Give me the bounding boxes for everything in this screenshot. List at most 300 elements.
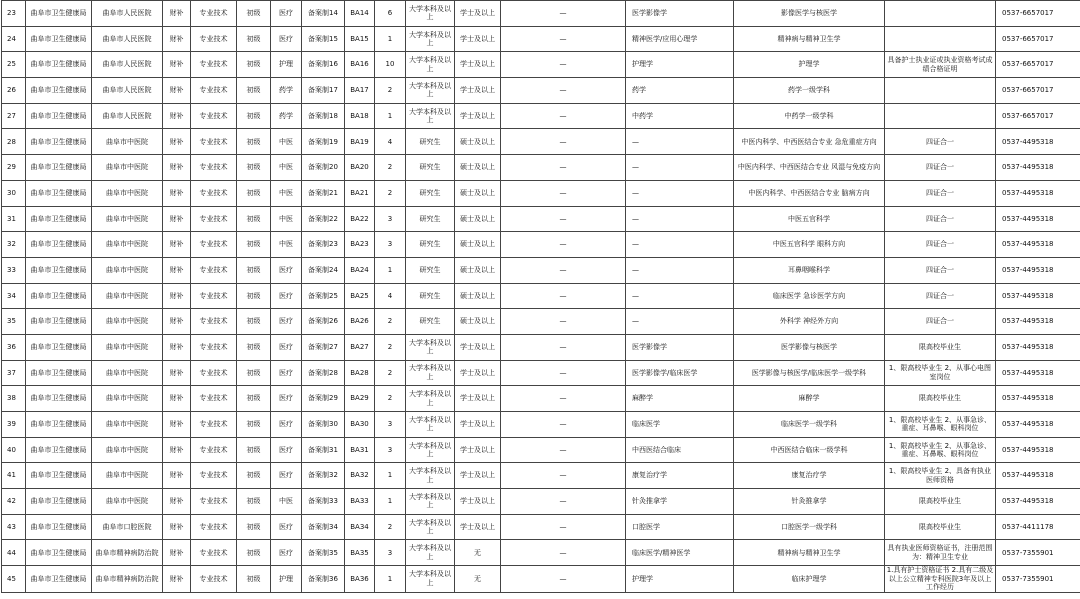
post-type-cell: 中医	[271, 206, 302, 232]
other-requirements-cell: 1、限高校毕业生 2、从事急诊、重症、耳鼻喉、眼科岗位	[885, 412, 996, 438]
funding-type-cell: 财补	[163, 283, 191, 309]
post-type-cell: 中医	[271, 155, 302, 181]
employer-unit-cell: 曲阜市人民医院	[92, 26, 163, 52]
education-cell: 大学本科及以上	[406, 1, 455, 27]
table-row	[2, 437, 1080, 463]
degree-cell: 学士及以上	[455, 514, 501, 540]
post-code-cell: BA23	[345, 232, 375, 258]
contact-phone-cell: 0537-4495318	[996, 206, 1080, 232]
table-body	[2, 1, 1080, 593]
funding-type-cell: 财补	[163, 360, 191, 386]
major-bachelor-cell: —	[626, 283, 734, 309]
row-number-cell: 45	[2, 566, 26, 593]
table-row	[2, 489, 1080, 515]
contact-phone-cell: 0537-4495318	[996, 283, 1080, 309]
degree-cell: 硕士及以上	[455, 129, 501, 155]
funding-type-cell: 财补	[163, 540, 191, 566]
post-level-cell: 初级	[237, 334, 271, 360]
major-bachelor-cell: 麻醉学	[626, 386, 734, 412]
post-code-name-cell: 备案制19	[302, 129, 345, 155]
other-requirements-cell: 限高校毕业生	[885, 489, 996, 515]
funding-type-cell: 财补	[163, 489, 191, 515]
row-number-cell: 34	[2, 283, 26, 309]
post-category-cell: 专业技术	[191, 566, 237, 593]
post-level-cell: 初级	[237, 386, 271, 412]
row-number-cell: 29	[2, 155, 26, 181]
post-type-cell: 医疗	[271, 1, 302, 27]
funding-type-cell: 财补	[163, 103, 191, 129]
post-category-cell: 专业技术	[191, 155, 237, 181]
employer-unit-cell: 曲阜市中医院	[92, 232, 163, 258]
contact-phone-cell: 0537-4495318	[996, 180, 1080, 206]
contact-phone-cell: 0537-4411178	[996, 514, 1080, 540]
row-number-cell: 26	[2, 78, 26, 104]
post-code-cell: BA28	[345, 360, 375, 386]
employer-unit-cell: 曲阜市中医院	[92, 129, 163, 155]
major-associate-cell: —	[501, 283, 626, 309]
headcount-cell: 2	[375, 334, 406, 360]
post-type-cell: 护理	[271, 566, 302, 593]
post-code-name-cell: 备案制24	[302, 257, 345, 283]
headcount-cell: 1	[375, 463, 406, 489]
funding-type-cell: 财补	[163, 1, 191, 27]
post-type-cell: 中医	[271, 180, 302, 206]
post-type-cell: 医疗	[271, 309, 302, 335]
recruitment-table	[1, 0, 1080, 593]
department-cell: 曲阜市卫生健康局	[26, 514, 92, 540]
funding-type-cell: 财补	[163, 566, 191, 593]
post-level-cell: 初级	[237, 463, 271, 489]
post-code-cell: BA14	[345, 1, 375, 27]
major-associate-cell: —	[501, 180, 626, 206]
row-number-cell: 31	[2, 206, 26, 232]
major-bachelor-cell: —	[626, 206, 734, 232]
row-number-cell: 24	[2, 26, 26, 52]
contact-phone-cell: 0537-6657017	[996, 26, 1080, 52]
department-cell: 曲阜市卫生健康局	[26, 360, 92, 386]
major-graduate-cell: 临床医学 急诊医学方向	[734, 283, 885, 309]
table-row	[2, 540, 1080, 566]
department-cell: 曲阜市卫生健康局	[26, 52, 92, 78]
post-code-cell: BA21	[345, 180, 375, 206]
employer-unit-cell: 曲阜市中医院	[92, 489, 163, 515]
post-code-cell: BA22	[345, 206, 375, 232]
degree-cell: 学士及以上	[455, 334, 501, 360]
table-row	[2, 1, 1080, 27]
post-code-name-cell: 备案制18	[302, 103, 345, 129]
employer-unit-cell: 曲阜市口腔医院	[92, 514, 163, 540]
employer-unit-cell: 曲阜市中医院	[92, 206, 163, 232]
headcount-cell: 1	[375, 26, 406, 52]
post-code-cell: BA16	[345, 52, 375, 78]
post-category-cell: 专业技术	[191, 463, 237, 489]
major-associate-cell: —	[501, 463, 626, 489]
other-requirements-cell: 四证合一	[885, 309, 996, 335]
employer-unit-cell: 曲阜市中医院	[92, 309, 163, 335]
contact-phone-cell: 0537-4495318	[996, 334, 1080, 360]
other-requirements-cell: 四证合一	[885, 180, 996, 206]
employer-unit-cell: 曲阜市中医院	[92, 283, 163, 309]
post-level-cell: 初级	[237, 129, 271, 155]
major-graduate-cell: 针灸推拿学	[734, 489, 885, 515]
major-associate-cell: —	[501, 78, 626, 104]
post-type-cell: 医疗	[271, 514, 302, 540]
headcount-cell: 2	[375, 386, 406, 412]
major-bachelor-cell: 康复治疗学	[626, 463, 734, 489]
employer-unit-cell: 曲阜市中医院	[92, 386, 163, 412]
funding-type-cell: 财补	[163, 52, 191, 78]
degree-cell: 无	[455, 566, 501, 593]
contact-phone-cell: 0537-7355901	[996, 566, 1080, 593]
headcount-cell: 1	[375, 257, 406, 283]
major-associate-cell: —	[501, 103, 626, 129]
major-graduate-cell: 精神病与精神卫生学	[734, 26, 885, 52]
employer-unit-cell: 曲阜市中医院	[92, 360, 163, 386]
post-category-cell: 专业技术	[191, 78, 237, 104]
contact-phone-cell: 0537-6657017	[996, 103, 1080, 129]
degree-cell: 学士及以上	[455, 103, 501, 129]
post-code-name-cell: 备案制26	[302, 309, 345, 335]
major-bachelor-cell: 药学	[626, 78, 734, 104]
funding-type-cell: 财补	[163, 155, 191, 181]
other-requirements-cell: 限高校毕业生	[885, 386, 996, 412]
post-code-cell: BA29	[345, 386, 375, 412]
post-code-name-cell: 备案制23	[302, 232, 345, 258]
post-code-name-cell: 备案制36	[302, 566, 345, 593]
post-code-name-cell: 备案制33	[302, 489, 345, 515]
major-associate-cell: —	[501, 437, 626, 463]
post-code-name-cell: 备案制17	[302, 78, 345, 104]
post-type-cell: 医疗	[271, 386, 302, 412]
funding-type-cell: 财补	[163, 129, 191, 155]
post-code-name-cell: 备案制22	[302, 206, 345, 232]
major-graduate-cell: 临床医学一级学科	[734, 412, 885, 438]
employer-unit-cell: 曲阜市人民医院	[92, 1, 163, 27]
other-requirements-cell: 四证合一	[885, 283, 996, 309]
major-bachelor-cell: 医学影像学/临床医学	[626, 360, 734, 386]
department-cell: 曲阜市卫生健康局	[26, 309, 92, 335]
post-code-name-cell: 备案制32	[302, 463, 345, 489]
post-code-cell: BA17	[345, 78, 375, 104]
post-code-cell: BA25	[345, 283, 375, 309]
major-bachelor-cell: 口腔医学	[626, 514, 734, 540]
degree-cell: 无	[455, 540, 501, 566]
post-category-cell: 专业技术	[191, 1, 237, 27]
major-graduate-cell: 麻醉学	[734, 386, 885, 412]
table-row	[2, 155, 1080, 181]
post-code-cell: BA35	[345, 540, 375, 566]
post-type-cell: 中医	[271, 129, 302, 155]
major-associate-cell: —	[501, 26, 626, 52]
department-cell: 曲阜市卫生健康局	[26, 566, 92, 593]
other-requirements-cell: 四证合一	[885, 232, 996, 258]
contact-phone-cell: 0537-7355901	[996, 540, 1080, 566]
degree-cell: 学士及以上	[455, 1, 501, 27]
major-associate-cell: —	[501, 566, 626, 593]
headcount-cell: 2	[375, 155, 406, 181]
headcount-cell: 2	[375, 78, 406, 104]
headcount-cell: 2	[375, 514, 406, 540]
major-graduate-cell: 精神病与精神卫生学	[734, 540, 885, 566]
post-type-cell: 医疗	[271, 26, 302, 52]
degree-cell: 学士及以上	[455, 386, 501, 412]
education-cell: 研究生	[406, 309, 455, 335]
table-row	[2, 103, 1080, 129]
table-row	[2, 129, 1080, 155]
post-category-cell: 专业技术	[191, 437, 237, 463]
post-type-cell: 药学	[271, 78, 302, 104]
headcount-cell: 3	[375, 540, 406, 566]
headcount-cell: 3	[375, 206, 406, 232]
major-graduate-cell: 中西医结合临床一级学科	[734, 437, 885, 463]
funding-type-cell: 财补	[163, 514, 191, 540]
major-associate-cell: —	[501, 206, 626, 232]
other-requirements-cell: 1、限高校毕业生 2、具备有执业医师资格	[885, 463, 996, 489]
contact-phone-cell: 0537-4495318	[996, 437, 1080, 463]
major-graduate-cell: 护理学	[734, 52, 885, 78]
major-bachelor-cell: —	[626, 257, 734, 283]
table-row	[2, 566, 1080, 593]
other-requirements-cell: 四证合一	[885, 129, 996, 155]
funding-type-cell: 财补	[163, 412, 191, 438]
post-type-cell: 医疗	[271, 540, 302, 566]
post-code-cell: BA20	[345, 155, 375, 181]
post-code-cell: BA33	[345, 489, 375, 515]
post-level-cell: 初级	[237, 412, 271, 438]
post-type-cell: 中医	[271, 232, 302, 258]
education-cell: 大学本科及以上	[406, 78, 455, 104]
major-associate-cell: —	[501, 129, 626, 155]
post-code-name-cell: 备案制29	[302, 386, 345, 412]
degree-cell: 学士及以上	[455, 412, 501, 438]
post-level-cell: 初级	[237, 78, 271, 104]
post-type-cell: 医疗	[271, 437, 302, 463]
post-code-name-cell: 备案制21	[302, 180, 345, 206]
major-associate-cell: —	[501, 514, 626, 540]
post-category-cell: 专业技术	[191, 412, 237, 438]
table-row	[2, 257, 1080, 283]
funding-type-cell: 财补	[163, 206, 191, 232]
post-type-cell: 医疗	[271, 360, 302, 386]
major-bachelor-cell: 临床医学	[626, 412, 734, 438]
employer-unit-cell: 曲阜市人民医院	[92, 103, 163, 129]
table-row	[2, 232, 1080, 258]
post-level-cell: 初级	[237, 540, 271, 566]
row-number-cell: 39	[2, 412, 26, 438]
post-level-cell: 初级	[237, 489, 271, 515]
row-number-cell: 42	[2, 489, 26, 515]
education-cell: 大学本科及以上	[406, 103, 455, 129]
major-graduate-cell: 临床护理学	[734, 566, 885, 593]
employer-unit-cell: 曲阜市中医院	[92, 437, 163, 463]
row-number-cell: 32	[2, 232, 26, 258]
post-code-name-cell: 备案制16	[302, 52, 345, 78]
employer-unit-cell: 曲阜市中医院	[92, 463, 163, 489]
post-level-cell: 初级	[237, 232, 271, 258]
education-cell: 大学本科及以上	[406, 489, 455, 515]
post-level-cell: 初级	[237, 103, 271, 129]
department-cell: 曲阜市卫生健康局	[26, 232, 92, 258]
other-requirements-cell: 1、限高校毕业生 2、从事心电图室岗位	[885, 360, 996, 386]
major-bachelor-cell: —	[626, 232, 734, 258]
department-cell: 曲阜市卫生健康局	[26, 129, 92, 155]
post-code-name-cell: 备案制27	[302, 334, 345, 360]
major-associate-cell: —	[501, 232, 626, 258]
major-graduate-cell: 耳鼻咽喉科学	[734, 257, 885, 283]
department-cell: 曲阜市卫生健康局	[26, 463, 92, 489]
headcount-cell: 4	[375, 129, 406, 155]
table-row	[2, 26, 1080, 52]
major-associate-cell: —	[501, 412, 626, 438]
major-associate-cell: —	[501, 489, 626, 515]
row-number-cell: 30	[2, 180, 26, 206]
post-code-cell: BA15	[345, 26, 375, 52]
contact-phone-cell: 0537-4495318	[996, 309, 1080, 335]
headcount-cell: 3	[375, 437, 406, 463]
post-category-cell: 专业技术	[191, 283, 237, 309]
row-number-cell: 27	[2, 103, 26, 129]
contact-phone-cell: 0537-4495318	[996, 386, 1080, 412]
row-number-cell: 33	[2, 257, 26, 283]
employer-unit-cell: 曲阜市精神病防治院	[92, 566, 163, 593]
post-code-cell: BA18	[345, 103, 375, 129]
post-code-name-cell: 备案制34	[302, 514, 345, 540]
post-level-cell: 初级	[237, 52, 271, 78]
degree-cell: 学士及以上	[455, 52, 501, 78]
headcount-cell: 2	[375, 360, 406, 386]
table-row	[2, 180, 1080, 206]
post-code-cell: BA31	[345, 437, 375, 463]
post-category-cell: 专业技术	[191, 129, 237, 155]
post-category-cell: 专业技术	[191, 540, 237, 566]
post-code-name-cell: 备案制14	[302, 1, 345, 27]
table-row	[2, 334, 1080, 360]
post-code-name-cell: 备案制28	[302, 360, 345, 386]
post-code-name-cell: 备案制31	[302, 437, 345, 463]
department-cell: 曲阜市卫生健康局	[26, 334, 92, 360]
post-code-name-cell: 备案制35	[302, 540, 345, 566]
funding-type-cell: 财补	[163, 386, 191, 412]
post-code-name-cell: 备案制30	[302, 412, 345, 438]
headcount-cell: 4	[375, 283, 406, 309]
post-type-cell: 医疗	[271, 334, 302, 360]
degree-cell: 硕士及以上	[455, 309, 501, 335]
funding-type-cell: 财补	[163, 232, 191, 258]
post-category-cell: 专业技术	[191, 360, 237, 386]
major-graduate-cell: 康复治疗学	[734, 463, 885, 489]
department-cell: 曲阜市卫生健康局	[26, 412, 92, 438]
post-code-name-cell: 备案制25	[302, 283, 345, 309]
major-associate-cell: —	[501, 540, 626, 566]
table-row	[2, 412, 1080, 438]
department-cell: 曲阜市卫生健康局	[26, 257, 92, 283]
funding-type-cell: 财补	[163, 309, 191, 335]
department-cell: 曲阜市卫生健康局	[26, 206, 92, 232]
headcount-cell: 1	[375, 103, 406, 129]
post-code-cell: BA32	[345, 463, 375, 489]
funding-type-cell: 财补	[163, 463, 191, 489]
degree-cell: 学士及以上	[455, 78, 501, 104]
major-graduate-cell: 医学影像与核医学	[734, 334, 885, 360]
contact-phone-cell: 0537-4495318	[996, 463, 1080, 489]
funding-type-cell: 财补	[163, 334, 191, 360]
employer-unit-cell: 曲阜市中医院	[92, 155, 163, 181]
row-number-cell: 35	[2, 309, 26, 335]
post-category-cell: 专业技术	[191, 489, 237, 515]
post-code-name-cell: 备案制20	[302, 155, 345, 181]
funding-type-cell: 财补	[163, 180, 191, 206]
education-cell: 大学本科及以上	[406, 437, 455, 463]
row-number-cell: 23	[2, 1, 26, 27]
row-number-cell: 25	[2, 52, 26, 78]
other-requirements-cell: 四证合一	[885, 155, 996, 181]
education-cell: 大学本科及以上	[406, 360, 455, 386]
post-code-cell: BA34	[345, 514, 375, 540]
employer-unit-cell: 曲阜市中医院	[92, 180, 163, 206]
row-number-cell: 38	[2, 386, 26, 412]
post-code-cell: BA27	[345, 334, 375, 360]
post-type-cell: 药学	[271, 103, 302, 129]
contact-phone-cell: 0537-6657017	[996, 52, 1080, 78]
major-associate-cell: —	[501, 309, 626, 335]
major-graduate-cell: 口腔医学一级学科	[734, 514, 885, 540]
post-category-cell: 专业技术	[191, 309, 237, 335]
other-requirements-cell	[885, 1, 996, 27]
other-requirements-cell: 四证合一	[885, 206, 996, 232]
education-cell: 大学本科及以上	[406, 52, 455, 78]
row-number-cell: 41	[2, 463, 26, 489]
other-requirements-cell: 限高校毕业生	[885, 514, 996, 540]
major-bachelor-cell: —	[626, 180, 734, 206]
contact-phone-cell: 0537-4495318	[996, 360, 1080, 386]
contact-phone-cell: 0537-4495318	[996, 155, 1080, 181]
post-category-cell: 专业技术	[191, 180, 237, 206]
degree-cell: 学士及以上	[455, 463, 501, 489]
major-bachelor-cell: 临床医学/精神医学	[626, 540, 734, 566]
employer-unit-cell: 曲阜市精神病防治院	[92, 540, 163, 566]
post-level-cell: 初级	[237, 283, 271, 309]
post-code-cell: BA26	[345, 309, 375, 335]
department-cell: 曲阜市卫生健康局	[26, 155, 92, 181]
other-requirements-cell: 1.具有护士资格证书 2.具有二级及以上公立精神专科医院3年及以上工作经历	[885, 566, 996, 593]
post-type-cell: 医疗	[271, 463, 302, 489]
employer-unit-cell: 曲阜市中医院	[92, 334, 163, 360]
headcount-cell: 6	[375, 1, 406, 27]
post-level-cell: 初级	[237, 309, 271, 335]
major-associate-cell: —	[501, 360, 626, 386]
post-code-cell: BA19	[345, 129, 375, 155]
contact-phone-cell: 0537-4495318	[996, 489, 1080, 515]
funding-type-cell: 财补	[163, 437, 191, 463]
major-graduate-cell: 中医内科学、中西医结合专业 脑病方向	[734, 180, 885, 206]
degree-cell: 硕士及以上	[455, 257, 501, 283]
post-category-cell: 专业技术	[191, 386, 237, 412]
post-level-cell: 初级	[237, 437, 271, 463]
table-row	[2, 360, 1080, 386]
major-associate-cell: —	[501, 334, 626, 360]
post-category-cell: 专业技术	[191, 26, 237, 52]
degree-cell: 硕士及以上	[455, 232, 501, 258]
contact-phone-cell: 0537-4495318	[996, 129, 1080, 155]
post-level-cell: 初级	[237, 26, 271, 52]
post-type-cell: 中医	[271, 489, 302, 515]
major-graduate-cell: 中医内科学、中西医结合专业 风湿与免疫方向	[734, 155, 885, 181]
major-graduate-cell: 中医内科学、中西医结合专业 急危重症方向	[734, 129, 885, 155]
table-row	[2, 78, 1080, 104]
education-cell: 研究生	[406, 129, 455, 155]
major-graduate-cell: 中医五官科学	[734, 206, 885, 232]
post-category-cell: 专业技术	[191, 232, 237, 258]
